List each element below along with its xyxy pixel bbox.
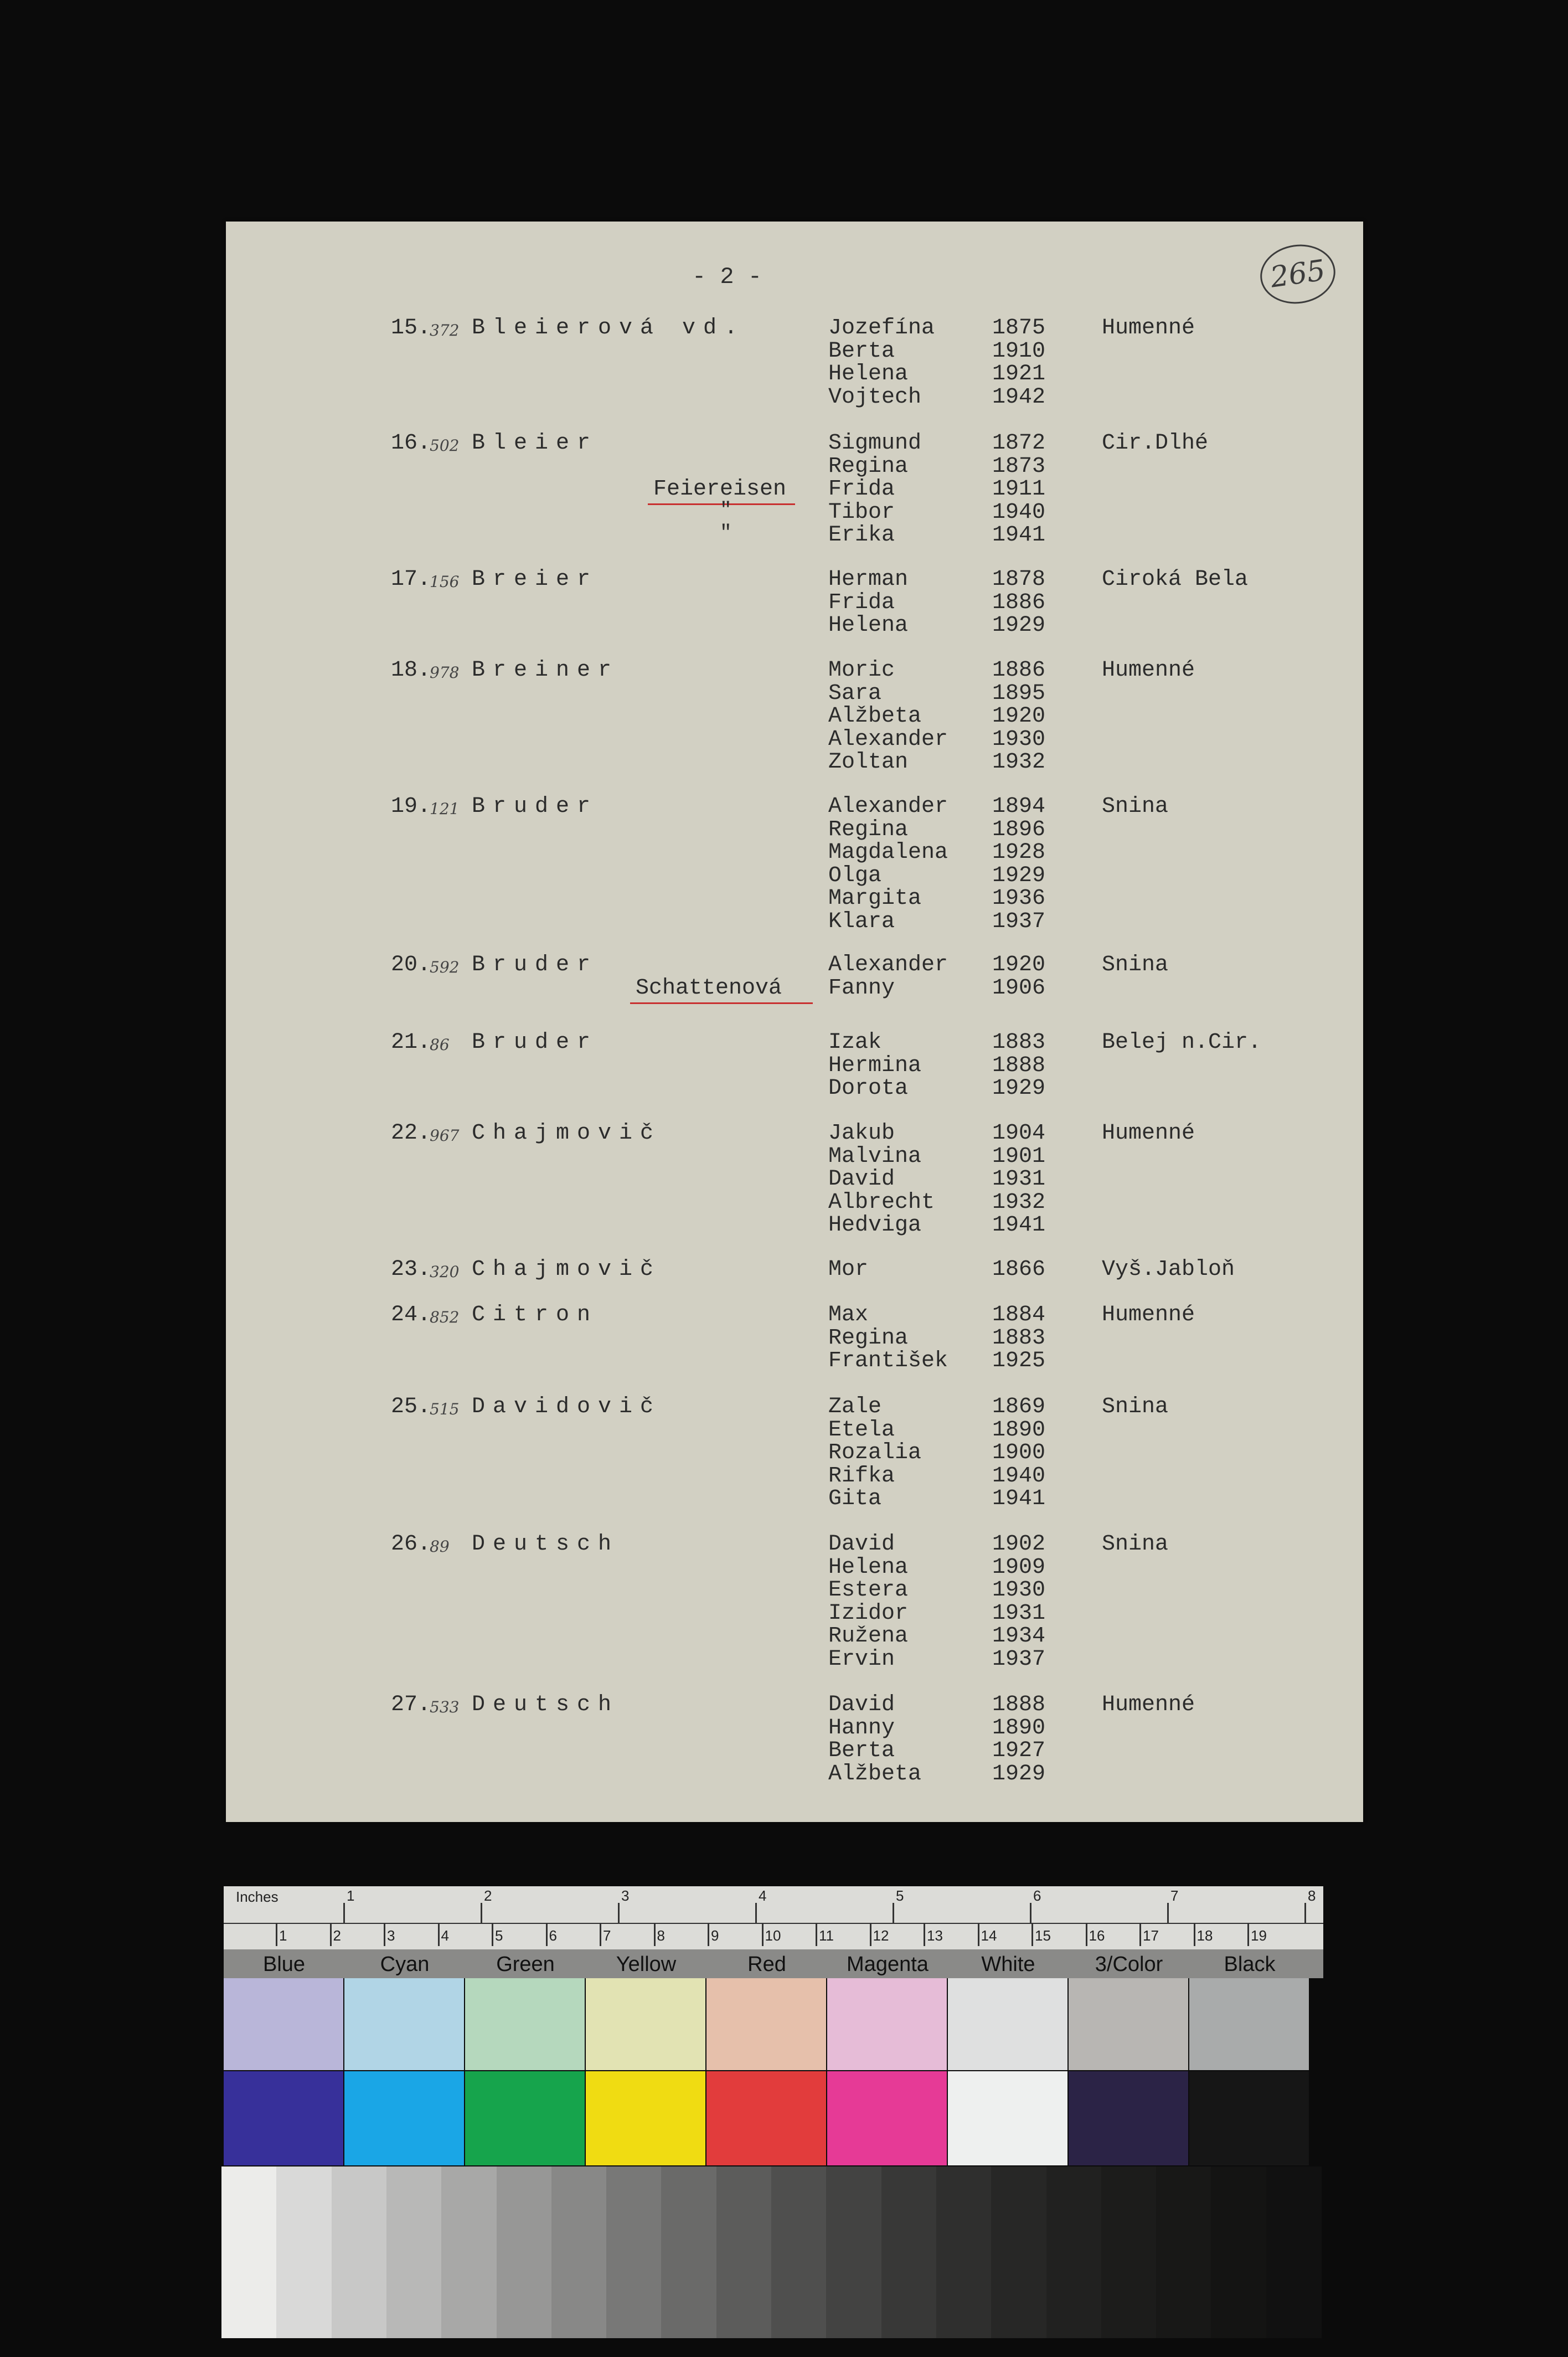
surname: Deutsch bbox=[472, 1692, 620, 1717]
light-color-patch bbox=[948, 1978, 1067, 2070]
birth-year: 1869 bbox=[992, 1394, 1046, 1419]
residence: Belej n.Cir. bbox=[1102, 1030, 1262, 1055]
birth-year: 1921 bbox=[992, 362, 1046, 387]
birth-year: 1886 bbox=[992, 590, 1046, 615]
dark-color-patch bbox=[706, 2071, 826, 2165]
grey-step bbox=[826, 2166, 881, 2338]
given-name: Gita bbox=[828, 1486, 882, 1511]
dark-color-patch bbox=[827, 2071, 947, 2165]
given-name: David bbox=[828, 1692, 895, 1717]
birth-year: 1866 bbox=[992, 1257, 1046, 1282]
birth-year: 1911 bbox=[992, 477, 1046, 502]
birth-year: 1906 bbox=[992, 975, 1046, 1001]
birth-year: 1872 bbox=[992, 431, 1046, 456]
given-name: David bbox=[828, 1167, 895, 1192]
given-name: Jozefína bbox=[828, 316, 935, 341]
residence: Cir.Dlhé bbox=[1102, 431, 1209, 456]
given-name: Klara bbox=[828, 909, 895, 934]
grey-step bbox=[551, 2166, 607, 2338]
cm-mark: 13 bbox=[927, 1927, 943, 1944]
given-name: Berta bbox=[828, 338, 895, 364]
grey-step bbox=[1101, 2166, 1157, 2338]
given-name: Frida bbox=[828, 477, 895, 502]
given-name: Alexander bbox=[828, 794, 948, 819]
color-labels-bar bbox=[224, 1949, 1323, 1978]
residence: Humenné bbox=[1102, 316, 1195, 341]
given-name: Jakub bbox=[828, 1121, 895, 1146]
birth-year: 1902 bbox=[992, 1532, 1046, 1557]
handwritten-number: 533 bbox=[430, 1698, 460, 1716]
entry-number: 19. bbox=[391, 794, 431, 819]
color-label: Yellow bbox=[616, 1953, 677, 1976]
inch-tick bbox=[343, 1903, 345, 1923]
birth-year: 1909 bbox=[992, 1555, 1046, 1580]
red-underline bbox=[630, 1002, 813, 1004]
given-name: Alžbeta bbox=[828, 1761, 922, 1787]
dark-color-patch bbox=[465, 2071, 585, 2165]
birth-year: 1886 bbox=[992, 658, 1046, 683]
inch-tick bbox=[755, 1903, 757, 1923]
cm-tick bbox=[384, 1924, 385, 1946]
inch-mark: 5 bbox=[896, 1887, 904, 1904]
grey-step bbox=[221, 2166, 277, 2338]
given-name: Max bbox=[828, 1303, 869, 1327]
given-name: Estera bbox=[828, 1578, 909, 1603]
birth-year: 1904 bbox=[992, 1121, 1046, 1146]
grey-step bbox=[936, 2166, 992, 2338]
given-name: Malvina bbox=[828, 1144, 922, 1169]
surname: Deutsch bbox=[472, 1532, 620, 1557]
birth-year: 1931 bbox=[992, 1167, 1046, 1192]
given-name: Herman bbox=[828, 567, 909, 592]
birth-year: 1928 bbox=[992, 840, 1046, 865]
residence: Snina bbox=[1102, 794, 1169, 819]
given-name: Helena bbox=[828, 1555, 909, 1580]
surname: Chajmovič bbox=[472, 1257, 662, 1282]
birth-year: 1930 bbox=[992, 727, 1046, 752]
given-name: Ervin bbox=[828, 1646, 895, 1672]
document-page bbox=[226, 222, 1363, 1822]
entry-number: 25. bbox=[391, 1394, 431, 1419]
ruler-unit-label: Inches bbox=[236, 1888, 278, 1905]
given-name: Helena bbox=[828, 362, 909, 387]
light-color-patch bbox=[827, 1978, 947, 2070]
cm-tick bbox=[762, 1924, 764, 1946]
light-color-patch bbox=[344, 1978, 464, 2070]
given-name: Mor bbox=[828, 1257, 869, 1282]
inch-tick bbox=[481, 1903, 482, 1923]
grey-step bbox=[716, 2166, 772, 2338]
birth-year: 1940 bbox=[992, 500, 1046, 525]
cm-mark: 15 bbox=[1035, 1927, 1051, 1944]
surname: Citron bbox=[472, 1303, 599, 1327]
residence: Snina bbox=[1102, 1532, 1169, 1557]
given-name: Regina bbox=[828, 817, 909, 842]
grey-step bbox=[332, 2166, 387, 2338]
handwritten-number: 515 bbox=[430, 1400, 460, 1418]
grey-step bbox=[441, 2166, 497, 2338]
grey-step bbox=[606, 2166, 662, 2338]
entry-number: 24. bbox=[391, 1303, 431, 1327]
birth-year: 1873 bbox=[992, 454, 1046, 479]
given-name: Erika bbox=[828, 523, 895, 548]
birth-year: 1883 bbox=[992, 1325, 1046, 1351]
handwritten-number: 502 bbox=[430, 436, 460, 455]
cm-mark: 4 bbox=[441, 1927, 449, 1944]
light-color-patch bbox=[706, 1978, 826, 2070]
inch-mark: 1 bbox=[347, 1887, 355, 1904]
birth-year: 1929 bbox=[992, 1761, 1046, 1787]
grey-step bbox=[1046, 2166, 1102, 2338]
cm-mark: 17 bbox=[1143, 1927, 1159, 1944]
handwritten-number: 978 bbox=[430, 663, 460, 682]
entry-number: 26. bbox=[391, 1532, 431, 1557]
alternate-surname: Schattenová bbox=[636, 975, 782, 1001]
given-name: Helena bbox=[828, 613, 909, 638]
light-color-patch bbox=[586, 1978, 705, 2070]
surname: Davidovič bbox=[472, 1394, 662, 1419]
given-name: Izak bbox=[828, 1030, 882, 1055]
color-label: White bbox=[981, 1953, 1035, 1976]
grey-step bbox=[497, 2166, 552, 2338]
entry-number: 22. bbox=[391, 1121, 431, 1146]
birth-year: 1934 bbox=[992, 1624, 1046, 1649]
birth-year: 1942 bbox=[992, 384, 1046, 410]
color-label: Red bbox=[747, 1953, 786, 1976]
light-color-patch bbox=[1189, 1978, 1309, 2070]
given-name: Alžbeta bbox=[828, 704, 922, 729]
birth-year: 1927 bbox=[992, 1738, 1046, 1763]
color-label: Magenta bbox=[847, 1953, 929, 1976]
inch-tick bbox=[618, 1903, 620, 1923]
inch-scale bbox=[224, 1886, 1323, 1924]
given-name: Margita bbox=[828, 886, 922, 911]
given-name: Regina bbox=[828, 454, 909, 479]
given-name: Fanny bbox=[828, 975, 895, 1001]
cm-mark: 1 bbox=[279, 1927, 287, 1944]
grey-step bbox=[991, 2166, 1046, 2338]
given-name: Vojtech bbox=[828, 384, 922, 410]
cm-tick bbox=[1086, 1924, 1087, 1946]
birth-year: 1941 bbox=[992, 523, 1046, 548]
cm-mark: 16 bbox=[1089, 1927, 1105, 1944]
given-name: Zale bbox=[828, 1394, 882, 1419]
grey-step bbox=[1266, 2166, 1322, 2338]
given-name: Albrecht bbox=[828, 1190, 935, 1215]
birth-year: 1937 bbox=[992, 909, 1046, 934]
birth-year: 1890 bbox=[992, 1715, 1046, 1741]
cm-tick bbox=[978, 1924, 979, 1946]
birth-year: 1875 bbox=[992, 316, 1046, 341]
birth-year: 1936 bbox=[992, 886, 1046, 911]
entry-number: 17. bbox=[391, 567, 431, 592]
handwritten-number: 320 bbox=[430, 1263, 460, 1281]
given-name: Dorota bbox=[828, 1076, 909, 1101]
given-name: Ružena bbox=[828, 1624, 909, 1649]
cm-tick bbox=[1194, 1924, 1195, 1946]
color-label: Black bbox=[1224, 1953, 1276, 1976]
residence: Ciroká Bela bbox=[1102, 567, 1249, 592]
dark-color-patch bbox=[586, 2071, 705, 2165]
given-name: Rozalia bbox=[828, 1440, 922, 1465]
cm-tick bbox=[708, 1924, 709, 1946]
cm-tick bbox=[600, 1924, 601, 1946]
cm-mark: 9 bbox=[711, 1927, 719, 1944]
handwritten-number: 121 bbox=[430, 800, 460, 818]
surname: Bruder bbox=[472, 794, 599, 819]
birth-year: 1929 bbox=[992, 613, 1046, 638]
surname: Chajmovič bbox=[472, 1121, 662, 1146]
birth-year: 1896 bbox=[992, 817, 1046, 842]
entry-number: 15. bbox=[391, 316, 431, 341]
ditto-mark: " bbox=[720, 498, 732, 522]
birth-year: 1937 bbox=[992, 1646, 1046, 1672]
entry-number: 21. bbox=[391, 1030, 431, 1055]
cm-tick bbox=[816, 1924, 817, 1946]
given-name: Alexander bbox=[828, 953, 948, 977]
given-name: Sara bbox=[828, 681, 882, 706]
cm-tick bbox=[546, 1924, 548, 1946]
birth-year: 1930 bbox=[992, 1578, 1046, 1603]
inch-mark: 8 bbox=[1308, 1887, 1316, 1904]
birth-year: 1941 bbox=[992, 1213, 1046, 1238]
birth-year: 1900 bbox=[992, 1440, 1046, 1465]
surname: Bleierová vd. bbox=[472, 316, 746, 341]
handwritten-number: 89 bbox=[430, 1537, 450, 1556]
inch-tick bbox=[893, 1903, 894, 1923]
residence: Humenné bbox=[1102, 1303, 1195, 1327]
cm-tick bbox=[924, 1924, 925, 1946]
given-name: Magdalena bbox=[828, 840, 948, 865]
residence: Snina bbox=[1102, 953, 1169, 977]
handwritten-number: 372 bbox=[430, 321, 460, 339]
cm-mark: 19 bbox=[1251, 1927, 1267, 1944]
cm-mark: 8 bbox=[657, 1927, 665, 1944]
color-label: Green bbox=[496, 1953, 555, 1976]
birth-year: 1932 bbox=[992, 750, 1046, 775]
entry-number: 18. bbox=[391, 658, 431, 683]
given-name: Etela bbox=[828, 1417, 895, 1443]
birth-year: 1920 bbox=[992, 704, 1046, 729]
cm-mark: 3 bbox=[387, 1927, 395, 1944]
alternate-surname: Feiereisen bbox=[653, 477, 787, 502]
birth-year: 1941 bbox=[992, 1486, 1046, 1511]
cm-scale bbox=[224, 1924, 1323, 1949]
cm-mark: 6 bbox=[549, 1927, 557, 1944]
residence: Snina bbox=[1102, 1394, 1169, 1419]
surname: Bruder bbox=[472, 1030, 599, 1055]
given-name: David bbox=[828, 1532, 895, 1557]
surname: Breiner bbox=[472, 658, 620, 683]
page-number: - 2 - bbox=[692, 264, 762, 290]
birth-year: 1940 bbox=[992, 1463, 1046, 1489]
ditto-mark: " bbox=[720, 522, 732, 544]
birth-year: 1910 bbox=[992, 338, 1046, 364]
ruler bbox=[224, 1886, 1323, 1978]
residence: Humenné bbox=[1102, 658, 1195, 683]
given-name: Hanny bbox=[828, 1715, 895, 1741]
cm-mark: 2 bbox=[333, 1927, 341, 1944]
given-name: Tibor bbox=[828, 500, 895, 525]
birth-year: 1920 bbox=[992, 953, 1046, 977]
file-number-circled: 265 bbox=[1256, 240, 1339, 308]
given-name: Berta bbox=[828, 1738, 895, 1763]
residence: Vyš.Jabloň bbox=[1102, 1257, 1235, 1282]
birth-year: 1878 bbox=[992, 567, 1046, 592]
entry-number: 20. bbox=[391, 953, 431, 977]
grey-step bbox=[386, 2166, 442, 2338]
given-name: Sigmund bbox=[828, 431, 922, 456]
grey-step bbox=[276, 2166, 332, 2338]
given-name: Hermina bbox=[828, 1053, 922, 1078]
cm-mark: 10 bbox=[765, 1927, 781, 1944]
entry-number: 23. bbox=[391, 1257, 431, 1282]
given-name: František bbox=[828, 1349, 948, 1373]
inch-mark: 6 bbox=[1033, 1887, 1041, 1904]
light-color-patch bbox=[465, 1978, 585, 2070]
handwritten-number: 156 bbox=[430, 573, 460, 591]
birth-year: 1932 bbox=[992, 1190, 1046, 1215]
dark-color-patch bbox=[344, 2071, 464, 2165]
dark-color-patch bbox=[1189, 2071, 1309, 2165]
handwritten-number: 967 bbox=[430, 1126, 460, 1145]
cm-mark: 12 bbox=[873, 1927, 889, 1944]
grey-step bbox=[661, 2166, 716, 2338]
birth-year: 1884 bbox=[992, 1303, 1046, 1327]
color-label: Cyan bbox=[380, 1953, 430, 1976]
cm-tick bbox=[492, 1924, 493, 1946]
inch-mark: 7 bbox=[1170, 1887, 1179, 1904]
surname: Bleier bbox=[472, 431, 599, 456]
given-name: Moric bbox=[828, 658, 895, 683]
cm-mark: 7 bbox=[603, 1927, 611, 1944]
grey-step bbox=[1156, 2166, 1211, 2338]
handwritten-number: 86 bbox=[430, 1036, 450, 1054]
handwritten-number: 852 bbox=[430, 1308, 460, 1326]
given-name: Hedviga bbox=[828, 1213, 922, 1238]
inch-mark: 4 bbox=[759, 1887, 767, 1904]
entry-number: 27. bbox=[391, 1692, 431, 1717]
cm-tick bbox=[654, 1924, 656, 1946]
entry-number: 16. bbox=[391, 431, 431, 456]
dark-color-patch bbox=[1069, 2071, 1188, 2165]
given-name: Olga bbox=[828, 863, 882, 888]
birth-year: 1894 bbox=[992, 794, 1046, 819]
inch-mark: 2 bbox=[484, 1887, 492, 1904]
cm-mark: 5 bbox=[495, 1927, 503, 1944]
given-name: Regina bbox=[828, 1325, 909, 1351]
surname: Breier bbox=[472, 567, 599, 592]
dark-color-patch bbox=[224, 2071, 343, 2165]
handwritten-number: 592 bbox=[430, 958, 460, 976]
birth-year: 1888 bbox=[992, 1692, 1046, 1717]
given-name: Izidor bbox=[828, 1601, 909, 1626]
color-label: 3/Color bbox=[1095, 1953, 1163, 1976]
grey-step bbox=[881, 2166, 937, 2338]
cm-tick bbox=[1031, 1924, 1033, 1946]
residence: Humenné bbox=[1102, 1692, 1195, 1717]
cm-tick bbox=[330, 1924, 332, 1946]
birth-year: 1901 bbox=[992, 1144, 1046, 1169]
surname: Bruder bbox=[472, 953, 599, 977]
inch-tick bbox=[1167, 1903, 1169, 1923]
birth-year: 1883 bbox=[992, 1030, 1046, 1055]
birth-year: 1929 bbox=[992, 1076, 1046, 1101]
given-name: Rifka bbox=[828, 1463, 895, 1489]
birth-year: 1929 bbox=[992, 863, 1046, 888]
dark-color-patch bbox=[948, 2071, 1067, 2165]
cm-tick bbox=[870, 1924, 871, 1946]
inch-tick bbox=[1304, 1903, 1306, 1923]
birth-year: 1890 bbox=[992, 1417, 1046, 1443]
grey-step bbox=[771, 2166, 827, 2338]
given-name: Zoltan bbox=[828, 750, 909, 775]
residence: Humenné bbox=[1102, 1121, 1195, 1146]
given-name: Alexander bbox=[828, 727, 948, 752]
cm-tick bbox=[438, 1924, 440, 1946]
birth-year: 1925 bbox=[992, 1349, 1046, 1373]
cm-tick bbox=[276, 1924, 277, 1946]
given-name: Frida bbox=[828, 590, 895, 615]
light-color-patch bbox=[224, 1978, 343, 2070]
color-label: Blue bbox=[262, 1953, 306, 1976]
cm-mark: 14 bbox=[981, 1927, 997, 1944]
cm-mark: 11 bbox=[819, 1927, 834, 1944]
inch-tick bbox=[1030, 1903, 1031, 1923]
birth-year: 1895 bbox=[992, 681, 1046, 706]
light-color-patch bbox=[1069, 1978, 1188, 2070]
cm-tick bbox=[1247, 1924, 1249, 1946]
cm-mark: 18 bbox=[1196, 1927, 1213, 1944]
inch-mark: 3 bbox=[621, 1887, 630, 1904]
birth-year: 1931 bbox=[992, 1601, 1046, 1626]
grey-step bbox=[1211, 2166, 1266, 2338]
cm-tick bbox=[1139, 1924, 1141, 1946]
birth-year: 1888 bbox=[992, 1053, 1046, 1078]
